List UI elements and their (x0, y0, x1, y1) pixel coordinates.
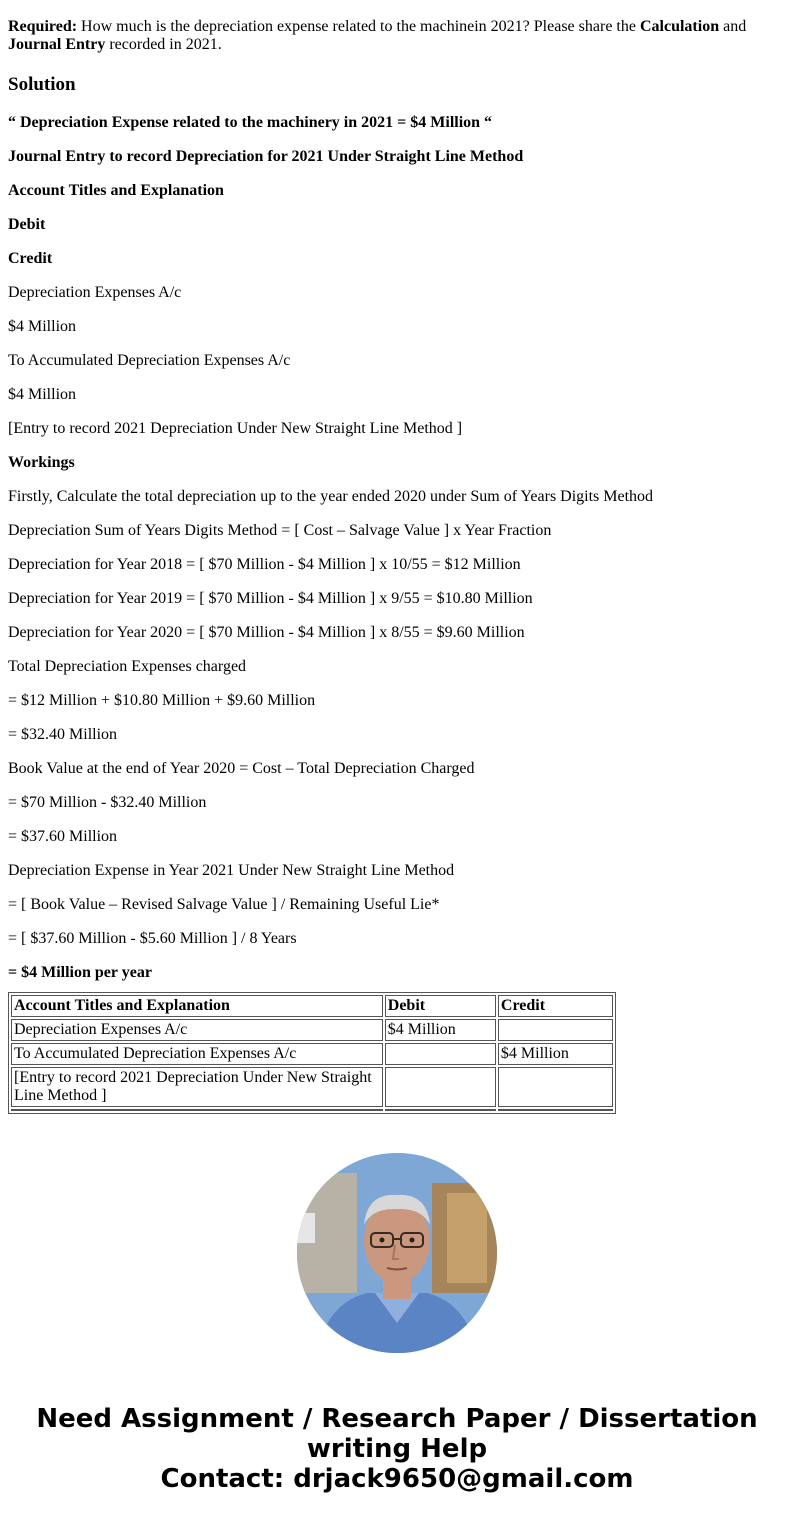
workings-line: Depreciation Expense in Year 2021 Under New Straight Line Method (8, 862, 455, 879)
workings-line: Total Depreciation Expenses charged (8, 658, 247, 675)
footer-line-1: Need Assignment / Research Paper / Dissertation writing Help (36, 1404, 758, 1464)
journal-entry-label: Journal Entry (8, 36, 106, 53)
workings-line: Firstly, Calculate the total depreciation up to the year ended 2020 under Sum of Years Digits Method (8, 488, 654, 505)
cell-debit: $4 Million (385, 1019, 496, 1041)
workings-line: Depreciation Sum of Years Digits Method = [ Cost – Salvage Value ] x Year Fraction (8, 522, 552, 539)
footer-promo (0, 1404, 794, 1494)
workings-result: = $4 Million per year (8, 964, 152, 981)
col-debit-label: Debit (8, 216, 46, 233)
workings-line: = $37.60 Million (8, 828, 118, 845)
cell-account: [Entry to record 2021 Depreciation Under New Straight Line Method ] (11, 1067, 383, 1107)
question: Required: How much is the depreciation expense related to the machinein 2021? Please share the Calculation and Journal Entry recorded in 2021. (8, 18, 747, 53)
workings-lines (8, 488, 778, 948)
author-avatar (297, 1153, 497, 1353)
calculation-label: Calculation (639, 18, 720, 35)
workings-line: Depreciation for Year 2018 = [ $70 Million - $4 Million ] x 10/55 = $12 Million (8, 556, 521, 573)
workings-line: = [ $37.60 Million - $5.60 Million ] / 8 Years (8, 930, 297, 947)
row2-account: To Accumulated Depreciation Expenses A/c (8, 352, 291, 369)
narration: [Entry to record 2021 Depreciation Under New Straight Line Method ] (8, 420, 463, 437)
journal-entry-heading: Journal Entry to record Depreciation for 2021 Under Straight Line Method (8, 148, 524, 165)
cell-debit (385, 1043, 496, 1065)
cell-credit: $4 Million (498, 1043, 613, 1065)
table-row (11, 1043, 613, 1065)
answer-line: “ Depreciation Expense related to the machinery in 2021 = $4 Million “ (8, 114, 493, 131)
workings-line: = [ Book Value – Revised Salvage Value ] / Remaining Useful Lie* (8, 896, 440, 913)
author-portrait-icon (297, 1153, 497, 1353)
solution-heading: Solution (8, 74, 76, 95)
cell-debit (385, 1067, 496, 1107)
journal-entry-table (8, 992, 616, 1114)
table-header-row (11, 995, 613, 1017)
workings-line: = $12 Million + $10.80 Million + $9.60 Million (8, 692, 316, 709)
workings-line: Book Value at the end of Year 2020 = Cost – Total Depreciation Charged (8, 760, 475, 777)
table-row (11, 1019, 613, 1041)
required-label: Required: (8, 18, 78, 35)
workings-heading: Workings (8, 454, 75, 471)
workings-line: Depreciation for Year 2019 = [ $70 Million - $4 Million ] x 9/55 = $10.80 Million (8, 590, 533, 607)
cell-credit (498, 1067, 613, 1107)
footer-contact: Contact: drjack9650@gmail.com (160, 1464, 634, 1494)
th-debit: Debit (385, 995, 496, 1017)
cell-account: To Accumulated Depreciation Expenses A/c (11, 1043, 383, 1065)
row1-account: Depreciation Expenses A/c (8, 284, 182, 301)
cell-account: Depreciation Expenses A/c (11, 1019, 383, 1041)
row2-credit: $4 Million (8, 386, 77, 403)
table-row (11, 1109, 613, 1111)
table-row (11, 1067, 613, 1107)
workings-line: Depreciation for Year 2020 = [ $70 Million - $4 Million ] x 8/55 = $9.60 Million (8, 624, 525, 641)
cell-credit (498, 1019, 613, 1041)
workings-line: = $70 Million - $32.40 Million (8, 794, 207, 811)
col-account-label: Account Titles and Explanation (8, 182, 224, 199)
th-account: Account Titles and Explanation (11, 995, 383, 1017)
col-credit-label: Credit (8, 250, 53, 267)
row1-debit: $4 Million (8, 318, 77, 335)
th-credit: Credit (498, 995, 613, 1017)
document-body (8, 18, 778, 1114)
workings-line: = $32.40 Million (8, 726, 118, 743)
